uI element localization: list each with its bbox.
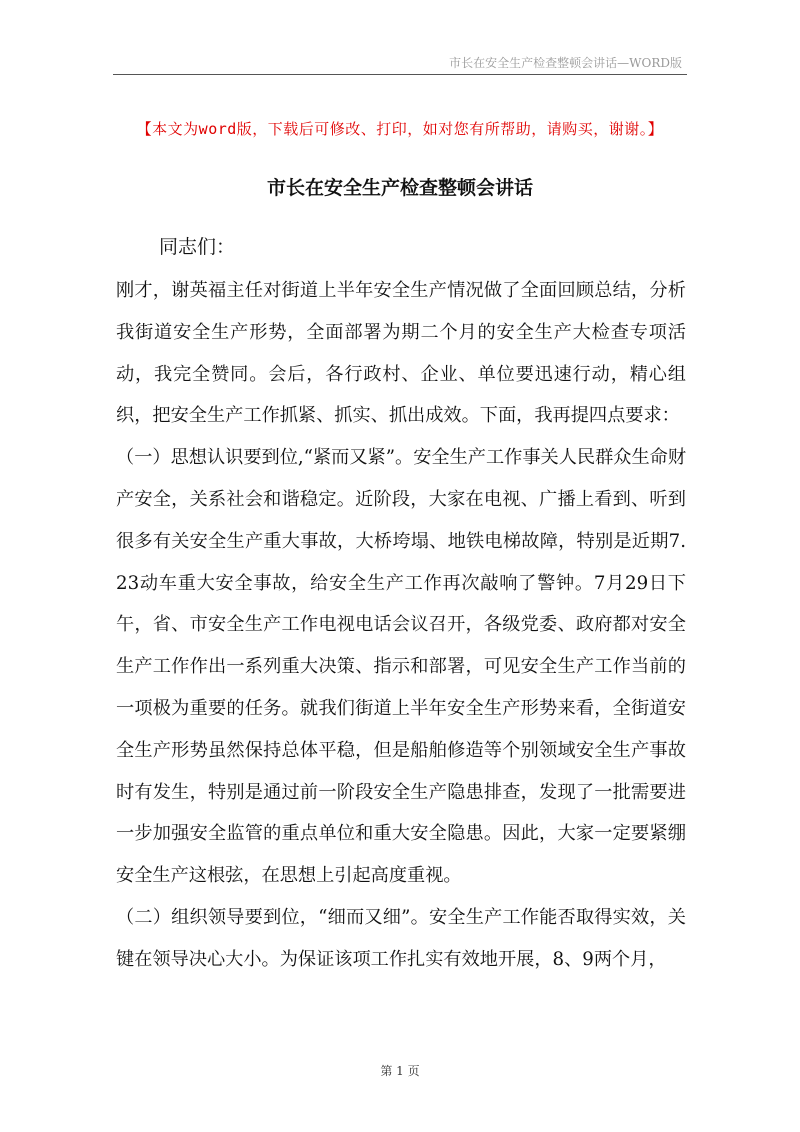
header-divider — [113, 74, 687, 75]
document-title: 市长在安全生产检查整顿会讲话 — [266, 177, 533, 199]
download-notice: 【本文为word版，下载后可修改、打印，如对您有所帮助，请购买，谢谢。】 — [136, 120, 664, 138]
paragraph-point-two: （二）组织领导要到位，“细而又细”。安全生产工作能否取得实效，关键在领导决心大小。为保证该项工作扎实有效地开展，8、9两个月， — [116, 906, 686, 970]
paragraph-opening: 刚才，谢英福主任对街道上半年安全生产情况做了全面回顾总结，分析我街道安全生产形势，全面部署为期二个月的安全生产大检查专项活动，我完全赞同。会后，各行政村、企业、单位要迅速行动，精心组织，把安全生产工作抓紧、抓实、抓出成效。下面，我再提四点要求： — [116, 280, 686, 427]
running-header: 市长在安全生产检查整顿会讲话—WORD版 — [449, 56, 682, 70]
page-number: 第 1 页 — [380, 1064, 420, 1078]
document-body — [116, 270, 686, 981]
paragraph-point-one: （一）思想认识要到位,“紧而又紧”。安全生产工作事关人民群众生命财产安全，关系社会和谐稳定。近阶段，大家在电视、广播上看到、听到很多有关安全生产重大事故，大桥垮塌、地铁电梯故障，特别是近期7.23动车重大安全事故，给安全生产工作再次敲响了警钟。7月29日下午，省、市安全生产工作电视电话会议召开，各级党委、政府都对安全生产工作作出一系列重大决策、指示和部署，可见安全生产工作当前的一项极为重要的任务。就我们街道上半年安全生产形势来看，全街道安全生产形势虽然保持总体平稳，但是船舶修造等个别领域安全生产事故时有发生，特别是通过前一阶段安全生产隐患排查，发现了一批需要进一步加强安全监管的重点单位和重大安全隐患。因此，大家一定要紧绷安全生产这根弦，在思想上引起高度重视。 — [116, 447, 687, 887]
greeting: 同志们： — [159, 236, 236, 258]
